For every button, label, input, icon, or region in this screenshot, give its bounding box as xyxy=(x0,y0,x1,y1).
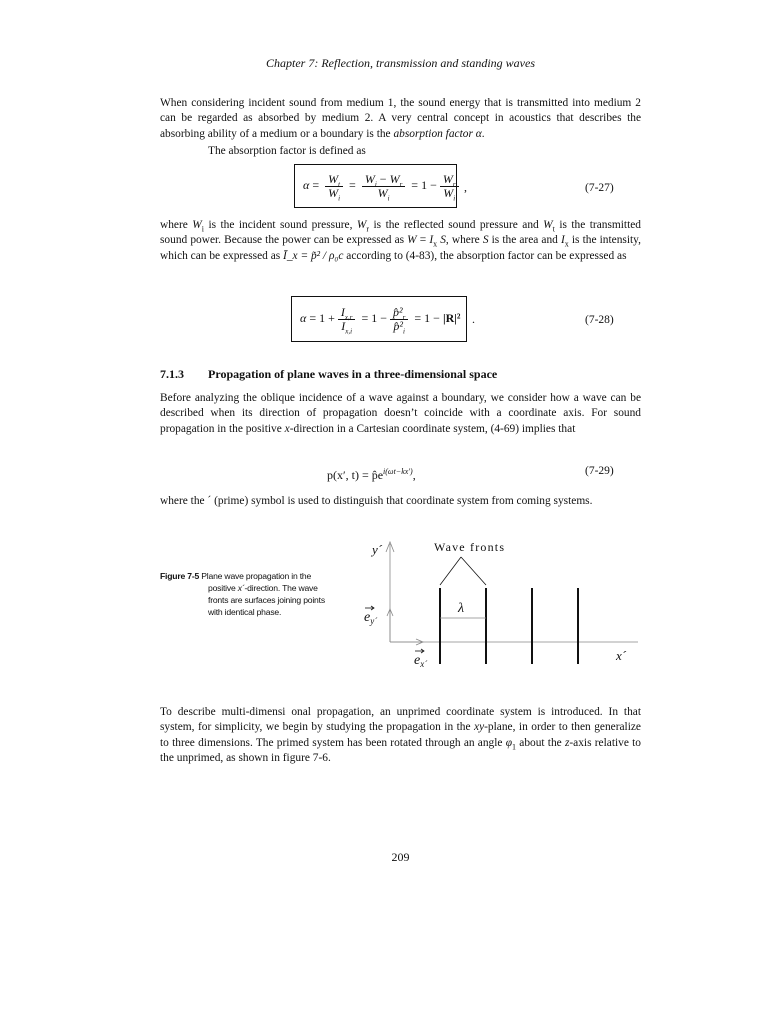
equation-7-29: p(x′, $t) = p̂e^{i(\omega t-kx')}$, xyxy=(327,467,416,482)
paragraph-definition-lead: The absorption factor is defined as xyxy=(208,145,366,157)
equation-7-28: α = 1 + $\frac{I_{x,r}}{I_{x,i}}$ = 1 − $\frac{p̂^2_r}{p̂^2_i}$ = 1 − |R|² xyxy=(291,296,467,342)
wave-fronts-label: Wave fronts xyxy=(434,540,506,554)
paragraph-intro: When considering incident sound from medium 1, the sound energy that is transmitted into medium 2 can be regarded as absorbed by medium 2. A very central concept in acoustics that describes the absorbing ability of a medium or a boundary is the absorption factor α. xyxy=(160,97,641,140)
equation-number-7-27: (7-27) xyxy=(585,182,614,194)
paragraph-prime-note: where the ´ (prime) symbol is used to distinguish that coordinate system from coming systems. xyxy=(160,495,593,507)
page-number: 209 xyxy=(391,850,410,864)
document-page: Chapter 7: Reflection, transmission and standing waves When considering incident sound from medium 1, the sound energy that is transmitted into medium 2 can be regarded as absorbed by medium 2. A very central concept in acoustics that describes the absorbing ability of a medium or a boundary is the absorption factor α. The absorption factor is defined as α = $\frac{W_t}{W_i}$ = $\frac{W_i - W_r}{W_i}$ = 1 − $\frac{W_r}{W_i}$ , (7-27) where $W_i$ is the incident sound pressure, $W_r$ is the reflected sound pressure and $W_t$ is the transmitted sound power. Because the power can be expressed as $W = I_x$ S, where S is the area and $I_x$ is the intensity, which can be expressed as Ī_x = p̃² / ρ₀c according to (4-83), the absorption factor can be expressed as α = 1 + $\frac{I_{x,r}}{I_{x,i}}$ = 1 − $\frac{p̂^2_r}{p̂^2_i}$ = 1 − |R|² . (7-28) 7.1.3 Propagation of plane waves in a three-dimensional space Before analyzing the oblique incidence of a wave against a boundary, we consider how a wave can be described when its direction of propagation doesn’t coincide with a coordinate axis. For sound propagation in the positive x-direction in a Cartesian coordinate system, (4-69) implies that p(x′, $t) = p̂e^{i(\omega t-kx')}$, (7-29) where the ´ (prime) symbol is used to distinguish that coordinate system from coming systems. Figure 7-5 Plane wave propagation in the positive x´-direction. The wave fronts are surfaces joining points with identical phase. Wave fronts λ y´ x´ $e_{y´}$ $e_{x´}$ To describe multi-dimensi onal propagation, an unprimed coordinate system is introduced. In that system, for simplicity, we begin by studying the propagation in the xy-plane, in order to then generalize to three dimensions. The primed system has been rotated through an angle $\varphi_1$ about the z-axis relative to the unprimed, as shown in figure 7-6. 209 xyxy=(0,0,768,1024)
x-axis-label: x´ xyxy=(616,648,627,663)
y-axis-label: y´ xyxy=(372,542,383,557)
equation-number-7-28: (7-28) xyxy=(585,314,614,326)
label-pointer-left xyxy=(440,557,461,585)
lambda-label: λ xyxy=(458,601,465,616)
paragraph-multidimensional: To describe multi-dimensi onal propagation, an unprimed coordinate system is introduced. In that system, for simplicity, we begin by studying the propagation in the xy-plane, in order to then generalize to three dimensions. The primed system has been rotated through an angle $\varphi_1$ about the z-axis relative to the unprimed, as shown in figure 7-6. xyxy=(160,706,642,765)
label-pointer-right xyxy=(461,557,486,585)
equation-7-27: α = $\frac{W_t}{W_i}$ = $\frac{W_i - W_r}{W_i}$ = 1 − $\frac{W_r}{W_i}$ xyxy=(294,164,457,208)
equation-number-7-29: (7-29) xyxy=(585,465,614,477)
ex-label: $e_{x´}$ xyxy=(414,653,428,669)
running-header: Chapter 7: Reflection, transmission and standing waves xyxy=(266,56,535,70)
term-absorption-factor: absorption factor xyxy=(393,127,473,140)
intensity-formula: Ī_x = p̃² / ρ₀c xyxy=(283,249,344,262)
plane-wave-figure xyxy=(350,530,650,680)
paragraph-variables: where $W_i$ is the incident sound pressure, $W_r$ is the reflected sound pressure and $W_t$ is the transmitted sound power. Because the power can be expressed as $W = I_x$ S, where S is the area and $I_x$ is the intensity, which can be expressed as Ī_x = p̃² / ρ₀c according to (4-83), the absorption factor can be expressed as xyxy=(160,219,641,262)
ey-label: $e_{y´}$ xyxy=(364,610,378,626)
figure-caption: Figure 7-5 Plane wave propagation in the positive x´-direction. The wave fronts are surfaces joining points with identical phase. xyxy=(160,571,325,617)
section-heading: 7.1.3 Propagation of plane waves in a three-dimensional space xyxy=(160,367,498,381)
paragraph-plane-waves: Before analyzing the oblique incidence of a wave against a boundary, we consider how a wave can be described when its direction of propagation doesn’t coincide with a coordinate axis. For sound propagation in the positive x-direction in a Cartesian coordinate system, (4-69) implies that xyxy=(160,392,641,435)
